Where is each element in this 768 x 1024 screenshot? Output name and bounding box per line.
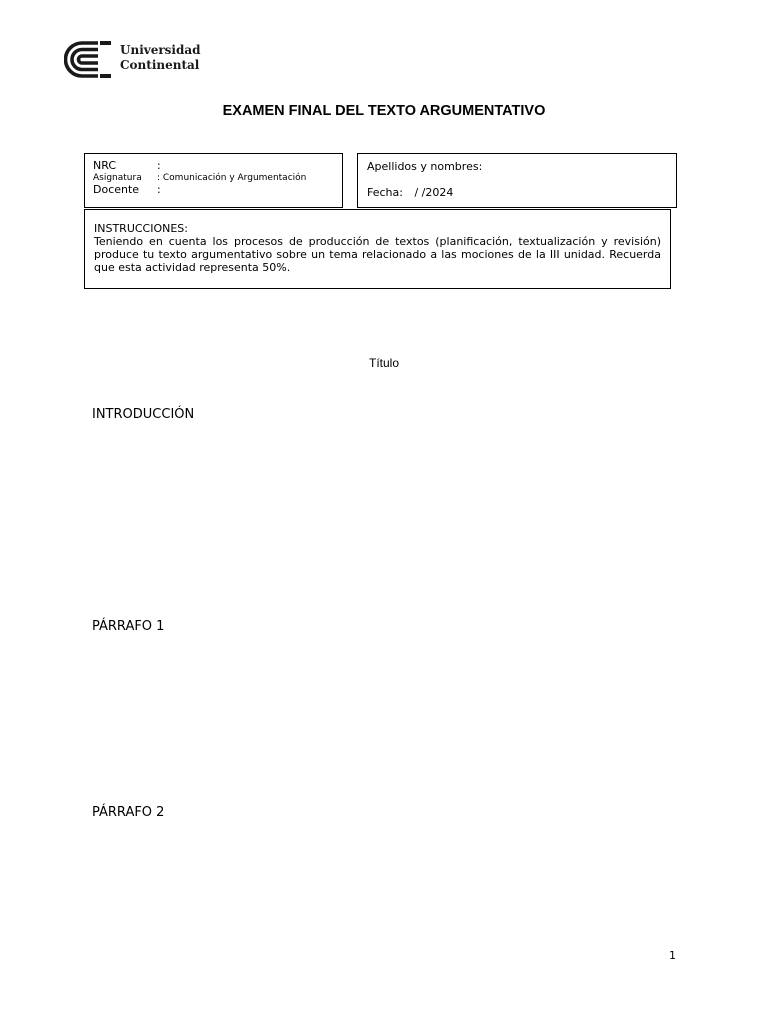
document-title: Título — [368, 356, 399, 370]
student-info-box — [357, 153, 677, 208]
docente-row — [93, 184, 334, 196]
exam-title: EXAMEN FINAL DEL TEXTO ARGUMENTATIVO — [222, 103, 546, 119]
instructions-body: Teniendo en cuenta los procesos de producción de textos (planificación, textualización y revisión) produce tu texto argumentativo sobre un tema relacionado a las mociones de la III unidad. Recuerda que esta actividad representa 50%. — [94, 235, 661, 274]
asignatura-label: Asignatura — [93, 173, 142, 183]
section-introduction: INTRODUCCIÓN — [92, 407, 195, 422]
university-emblem-icon — [64, 41, 112, 78]
logo-wordmark — [120, 43, 201, 73]
university-logo — [64, 40, 204, 80]
logo-line-1: Universidad — [120, 43, 201, 57]
section-paragraph-1: PÁRRAFO 1 — [92, 619, 165, 634]
instructions-heading: INSTRUCCIONES: — [94, 222, 188, 235]
logo-line-2: Continental — [120, 58, 200, 72]
student-name-field[interactable]: Apellidos y nombres: — [367, 160, 483, 173]
nrc-row — [93, 160, 334, 172]
date-value: / /2024 — [414, 186, 454, 199]
section-paragraph-2: PÁRRAFO 2 — [92, 805, 165, 820]
course-info-box — [84, 153, 343, 208]
instructions-box — [84, 209, 671, 289]
docente-value[interactable]: : — [157, 183, 161, 196]
date-field[interactable] — [367, 186, 667, 199]
asignatura-value: : Comunicación y Argumentación — [157, 173, 307, 183]
date-label: Fecha: — [367, 186, 403, 199]
nrc-label: NRC — [93, 159, 117, 172]
docente-label: Docente — [93, 183, 140, 196]
nrc-value[interactable]: : — [157, 159, 161, 172]
page-number: 1 — [669, 949, 676, 962]
